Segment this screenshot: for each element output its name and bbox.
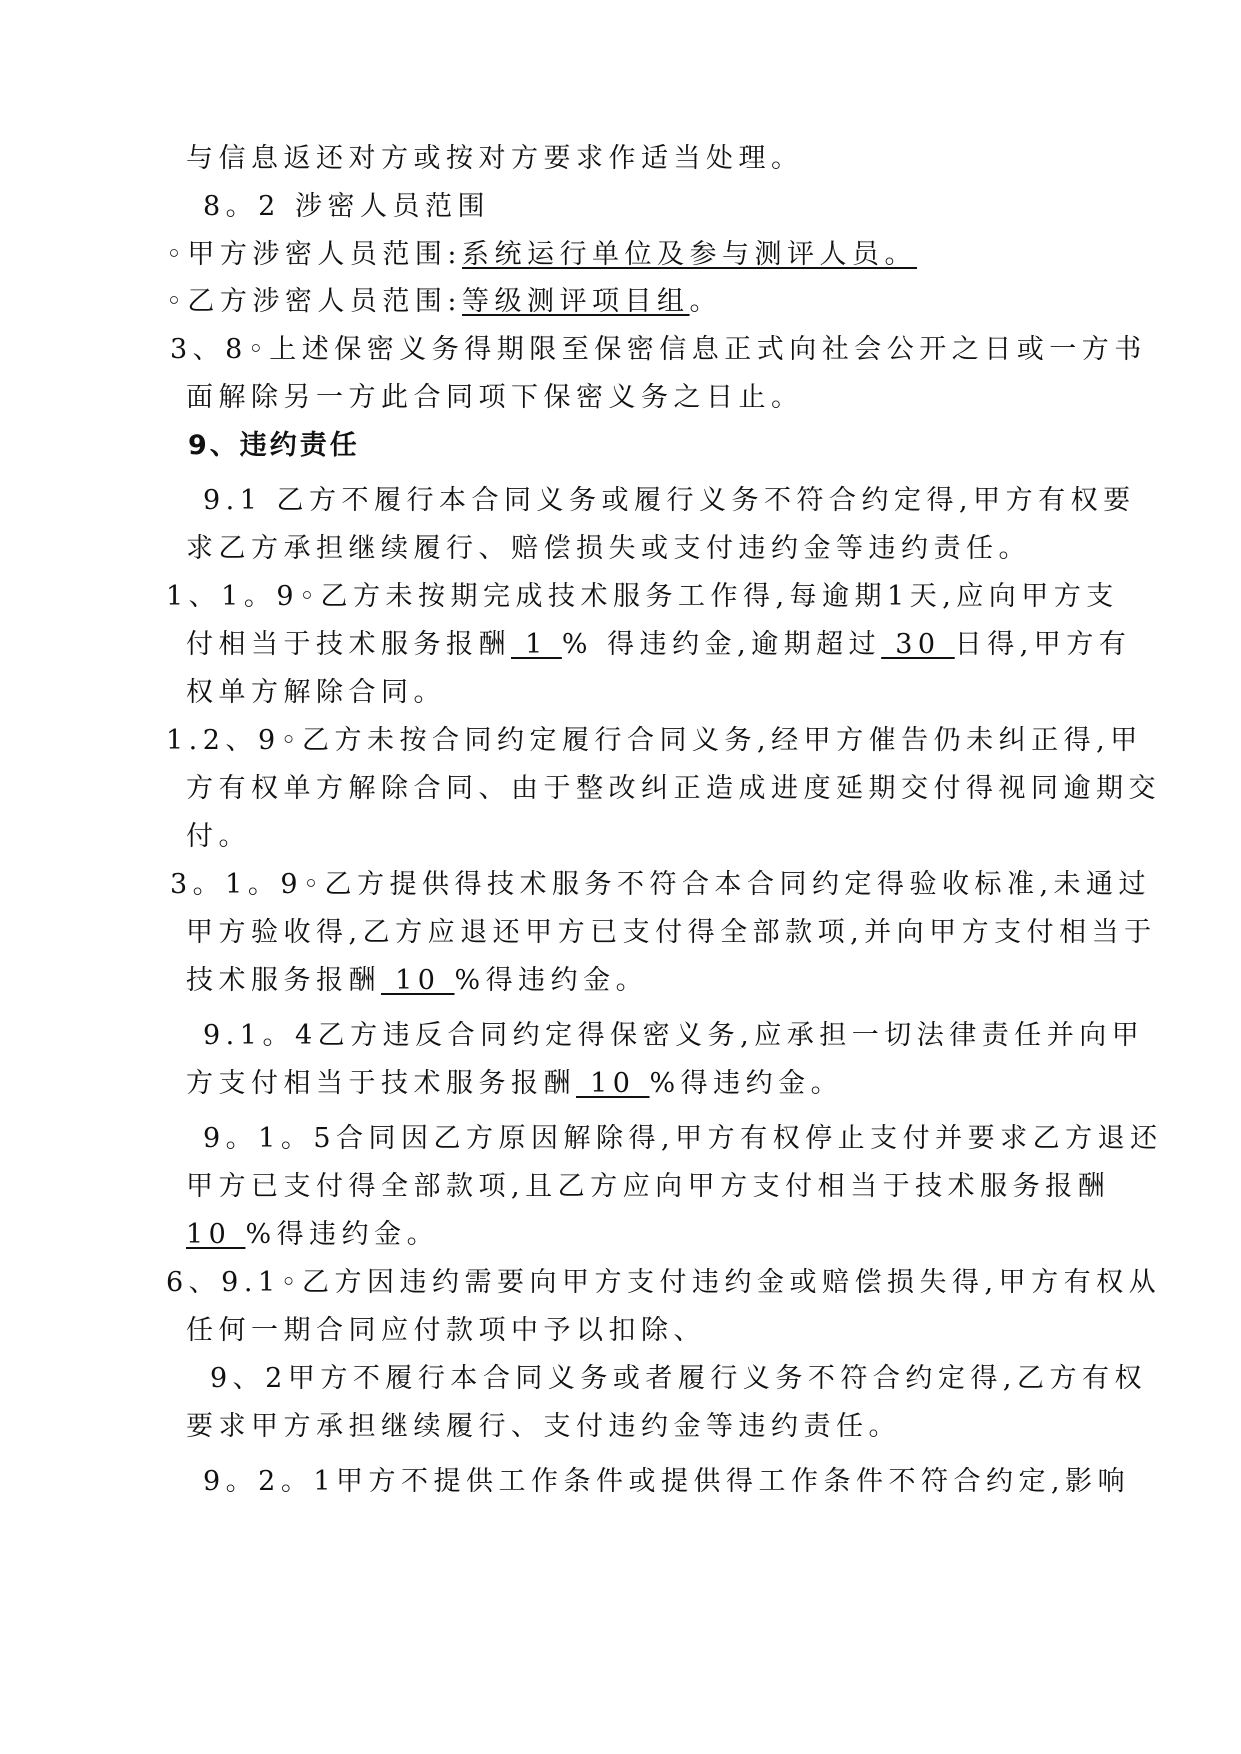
clause-9-1-6-line1: 6、9.1◦乙方因违约需要向甲方支付违约金或赔偿损失得,甲方有权从: [166, 1267, 1162, 1298]
clause-9-1-5-line3: [186, 1218, 439, 1252]
clause-9-1-3-line2: 甲方验收得,乙方应退还甲方已支付得全部款项,并向甲方支付相当于: [186, 917, 1157, 948]
overdue-days-blank: 30: [881, 629, 955, 660]
party-a-confidential-scope: [166, 238, 917, 272]
text-segment: %得违约金。: [649, 1068, 844, 1099]
clause-9-1-3-line1: 3。1。9◦乙方提供得技术服务不符合本合同约定得验收标准,未通过: [170, 869, 1152, 900]
clause-9-2-1-line1: 9。2。1甲方不提供工作条件或提供得工作条件不符合约定,影响: [203, 1466, 1131, 1497]
section-9-heading: 9、违约责任: [188, 430, 360, 461]
clause-9-1-1-line2: [186, 628, 1131, 662]
party-b-confidential-scope: [166, 285, 722, 319]
clause-9-1-1-line1: 1、1。9◦乙方未按期完成技术服务工作得,每逾期1天,应向甲方支: [166, 581, 1119, 612]
clause-9-1-2-line1: 1.2、9◦乙方未按合同约定履行合同义务,经甲方催告仍未纠正得,甲: [166, 725, 1143, 756]
text-segment: %得违约金。: [245, 1219, 440, 1250]
clause-9-1-3-line3: [186, 964, 648, 998]
party-b-value: 等级测评项目组: [462, 286, 690, 317]
text-segment: % 得违约金,逾期超过: [561, 629, 882, 660]
text-segment: %得违约金。: [454, 965, 649, 996]
party-a-label: ◦甲方涉密人员范围:: [166, 239, 463, 270]
text-segment: 付相当于技术服务报酬: [186, 629, 511, 660]
clause-8-2-title: 8。2 涉密人员范围: [203, 191, 490, 222]
penalty-rate-blank: 1: [511, 629, 562, 660]
party-b-suffix: 。: [689, 286, 723, 317]
clause-9-1-line1: 9.1 乙方不履行本合同义务或履行义务不符合约定得,甲方有权要: [203, 485, 1136, 516]
penalty-rate-blank: 10: [381, 965, 455, 996]
clause-9-1-4-line1: 9.1。4乙方违反合同约定得保密义务,应承担一切法律责任并向甲: [203, 1020, 1145, 1051]
clause-9-1-2-line2: 方有权单方解除合同、由于整改纠正造成进度延期交付得视同逾期交: [186, 773, 1161, 804]
clause-9-1-6-line2: 任何一期合同应付款项中予以扣除、: [186, 1315, 706, 1346]
clause-9-2-line2: 要求甲方承担继续履行、支付违约金等违约责任。: [186, 1411, 901, 1442]
party-a-value: 系统运行单位及参与测评人员。: [462, 239, 918, 270]
clause-9-1-2-line3: 付。: [186, 821, 251, 852]
clause-8-3-line2: 面解除另一方此合同项下保密义务之日止。: [186, 382, 804, 413]
clause-9-1-1-line3: 权单方解除合同。: [186, 677, 446, 708]
clause-9-1-line2: 求乙方承担继续履行、赔偿损失或支付违约金等违约责任。: [186, 533, 1031, 564]
clause-9-1-5-line2: [186, 1170, 1110, 1204]
text-segment: 方支付相当于技术服务报酬: [186, 1068, 576, 1099]
penalty-rate-blank: 10: [576, 1068, 650, 1099]
text-segment: 日得,甲方有: [954, 629, 1132, 660]
paragraph-continuation: 与信息返还对方或按对方要求作适当处理。: [186, 143, 804, 174]
text-segment: 甲方已支付得全部款项,且乙方应向甲方支付相当于技术服务报酬: [186, 1171, 1111, 1202]
clause-9-1-4-line2: [186, 1067, 843, 1101]
penalty-rate-blank: 10: [186, 1219, 246, 1250]
clause-8-3-line1: 3、8◦上述保密义务得期限至保密信息正式向社会公开之日或一方书: [170, 334, 1147, 365]
clause-9-1-5-line1: 9。1。5合同因乙方原因解除得,甲方有权停止支付并要求乙方退还: [203, 1123, 1163, 1154]
clause-9-2-line1: 9、2甲方不履行本合同义务或者履行义务不符合约定得,乙方有权: [210, 1363, 1147, 1394]
text-segment: 技术服务报酬: [186, 965, 381, 996]
party-b-label: ◦乙方涉密人员范围:: [166, 286, 463, 317]
